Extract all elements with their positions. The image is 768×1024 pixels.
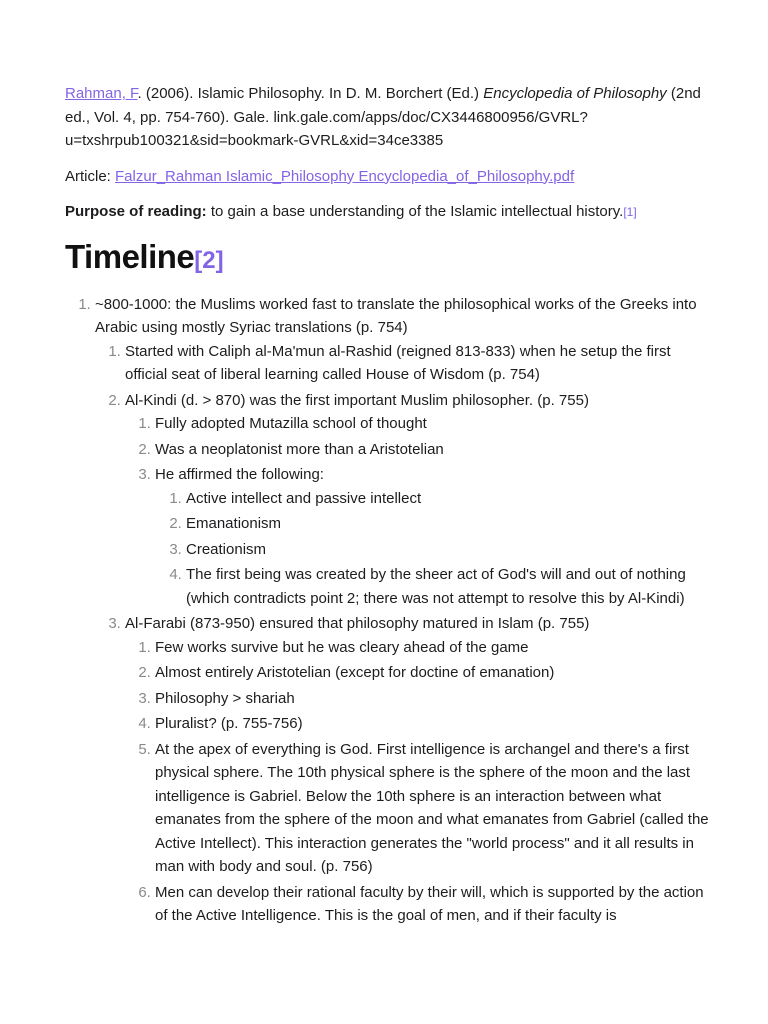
list-item xyxy=(155,412,710,436)
article-pdf-link[interactable]: Falzur_Rahman Islamic_Philosophy Encyclopedia_of_Philosophy.pdf xyxy=(115,167,575,185)
list-item-text: Few works survive but he was cleary ahead of the game xyxy=(155,638,529,656)
list-item xyxy=(186,487,710,511)
purpose-line xyxy=(65,200,710,225)
list-item-text: Pluralist? (p. 755-756) xyxy=(155,715,303,732)
list-item xyxy=(155,636,710,660)
list-item-text: Men can develop their rational faculty by their will, which is supported by the action of the Active Intelligence. This is the goal of men, and if their faculty is xyxy=(155,883,704,924)
list-item-text: Fully adopted Mutazilla school of thought xyxy=(155,415,427,432)
list-item-text: Almost entirely Aristotelian (except for doctine of emanation) xyxy=(155,664,555,681)
author-link[interactable]: Rahman, F xyxy=(65,85,138,102)
list-item xyxy=(155,438,710,462)
list-item-text: Al-Farabi (873-950) ensured that philosophy matured in Islam (p. 755) xyxy=(125,615,590,632)
purpose-text: to gain a base understanding of the Islamic intellectual history. xyxy=(206,203,624,220)
sub-list xyxy=(125,412,710,610)
list-item xyxy=(155,712,710,736)
book-title: Encyclopedia of Philosophy xyxy=(483,85,667,102)
list-item xyxy=(155,463,710,610)
list-item xyxy=(186,538,710,562)
citation xyxy=(65,82,710,153)
sub-list xyxy=(155,487,710,611)
article-line xyxy=(65,165,710,189)
list-item xyxy=(95,293,710,928)
list-item xyxy=(125,389,710,611)
footnote-link-2[interactable]: [2] xyxy=(194,246,224,274)
sub-list xyxy=(95,340,710,928)
list-item xyxy=(186,512,710,536)
timeline-title: Timeline xyxy=(65,237,195,275)
list-item-text: Was a neoplatonist more than a Aristotelian xyxy=(155,440,444,458)
citation-text-1: . (2006). Islamic Philosophy. In D. M. Borchert (Ed.) xyxy=(137,85,484,102)
list-item-text: At the apex of everything is God. First intelligence is archangel and there's a first physical sphere. The 10th physical sphere is the sphere of the moon and the last intelligence is Gabriel. Below the 10th sphere is an interaction between what emanates from the sphere of the moon and what emanates from Gabriel (called the Active Intellect). This interaction generates the "world process" and it all results in man with body and soul. (p. 756) xyxy=(155,740,709,875)
list-item xyxy=(155,881,710,928)
list-item-text: Started with Caliph al-Ma'mun al-Rashid (reigned 813-833) when he setup the first official seat of liberal learning called House of Wisdom (p. 754) xyxy=(125,342,671,383)
list-item xyxy=(186,563,710,610)
list-item xyxy=(155,661,710,685)
list-item xyxy=(155,687,710,711)
list-item-text: Al-Kindi (d. > 870) was the first important Muslim philosopher. (p. 755) xyxy=(125,391,589,409)
timeline-heading xyxy=(65,235,710,283)
list-item-text: Emanationism xyxy=(186,515,282,532)
list-item-text: Active intellect and passive intellect xyxy=(186,489,422,507)
list-item-text: Creationism xyxy=(186,540,267,558)
footnote-link-1[interactable]: [1] xyxy=(623,205,637,219)
citation-text-2: (2nd ed., Vol. 4, pp. 754-760). Gale. link.gale.com/apps/doc/CX3446800956/GVRL?u=txshrpub100321&sid=bookmark-GVRL&xid=34ce3385 xyxy=(65,85,701,149)
list-item xyxy=(125,340,710,387)
article-label: Article: xyxy=(65,167,116,185)
list-item-text: ~800-1000: the Muslims worked fast to translate the philosophical works of the Greeks into Arabic using mostly Syriac translations (p. 754) xyxy=(95,295,697,336)
list-item-text: He affirmed the following: xyxy=(155,466,324,483)
sub-list xyxy=(125,636,710,928)
list-item xyxy=(125,612,710,928)
list-item xyxy=(155,738,710,879)
list-item-text: The first being was created by the sheer act of God's will and out of nothing (which contradicts point 2; there was not attempt to resolve this by Al-Kindi) xyxy=(186,566,686,607)
timeline-list xyxy=(65,293,710,928)
purpose-label: Purpose of reading: xyxy=(65,203,207,220)
list-item-text: Philosophy > shariah xyxy=(155,689,295,707)
